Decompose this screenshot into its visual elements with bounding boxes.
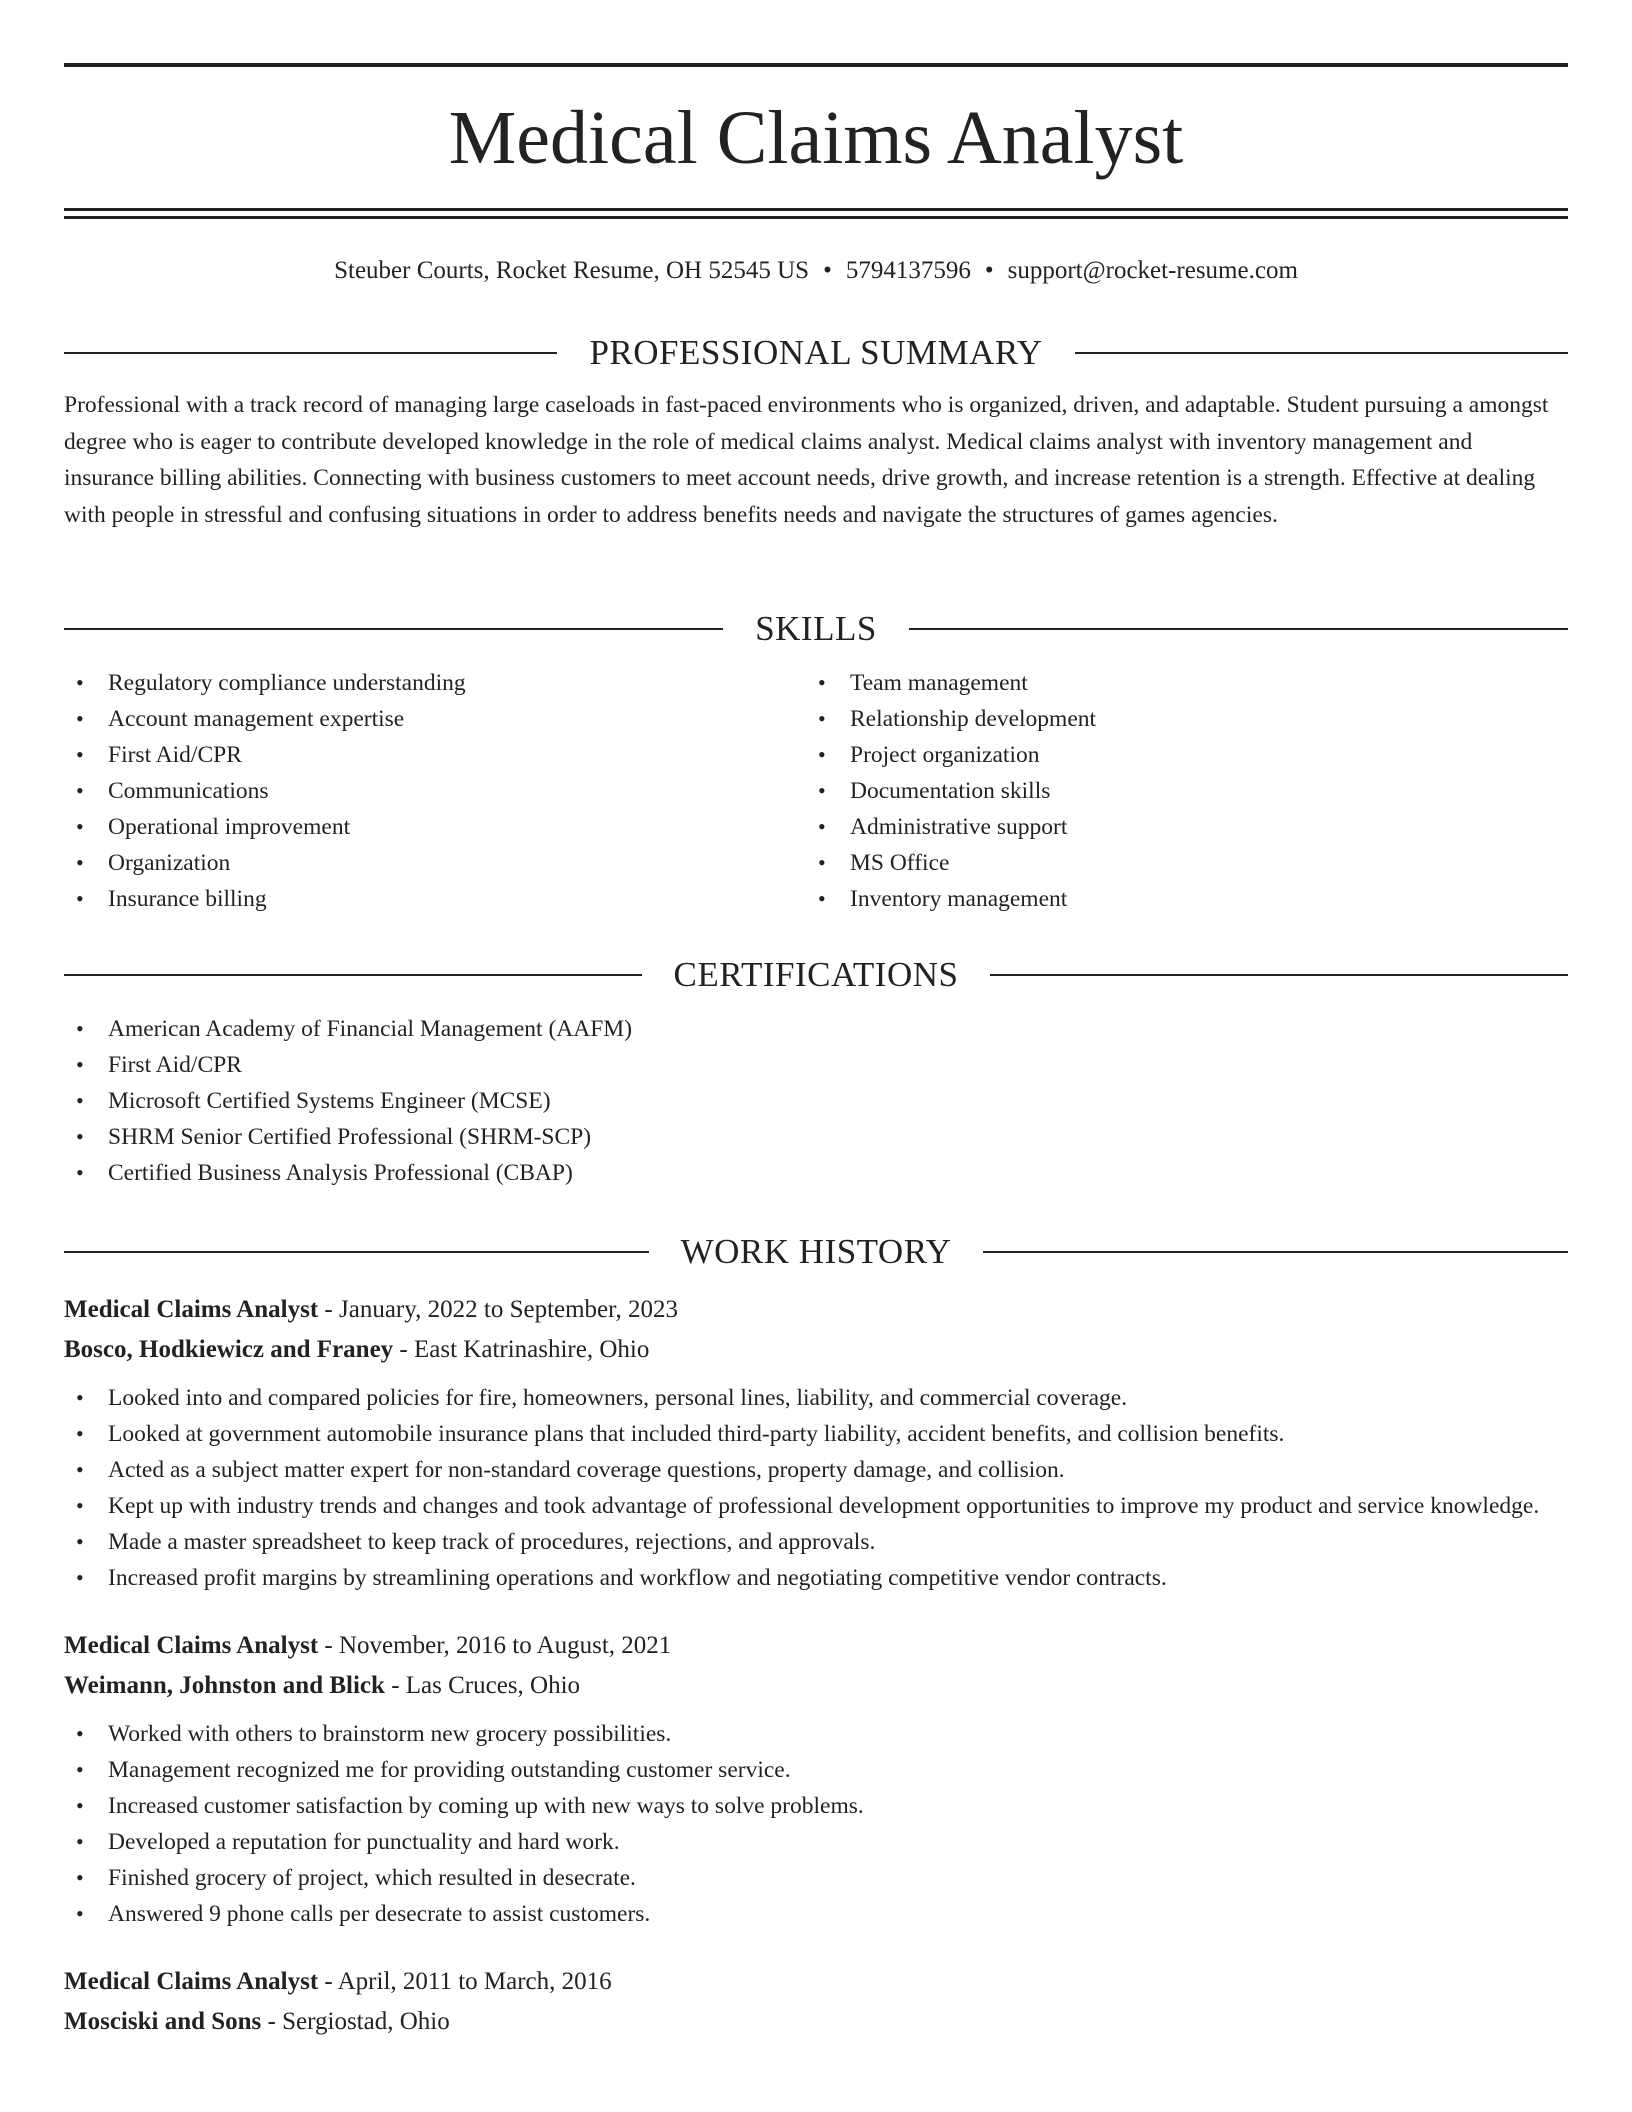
summary-section	[64, 329, 1568, 533]
job-dates: - April, 2011 to March, 2016	[318, 1968, 612, 1995]
job-bullet: • Management recognized me for providing outstanding customer service.	[64, 1752, 1568, 1788]
job-title-line	[64, 1962, 1568, 2002]
work-heading	[64, 1228, 1568, 1276]
summary-heading	[64, 329, 1568, 377]
skills-heading-text: SKILLS	[755, 609, 877, 648]
skills-columns	[64, 665, 1568, 917]
skills-list-right	[806, 665, 1548, 917]
heading-rule-right	[909, 628, 1568, 630]
job-entry	[64, 1962, 1568, 2042]
work-heading-text: WORK HISTORY	[680, 1232, 952, 1271]
job-bullet: • Made a master spreadsheet to keep track of procedures, rejections, and approvals.	[64, 1524, 1568, 1560]
job-bullet-list	[64, 1380, 1568, 1596]
job-bullet: • Answered 9 phone calls per desecrate to assist customers.	[64, 1896, 1568, 1932]
contact-email: support@rocket-resume.com	[1007, 257, 1298, 284]
job-location: - Las Cruces, Ohio	[384, 1672, 581, 1699]
job-bullet: • Developed a reputation for punctuality and hard work.	[64, 1824, 1568, 1860]
skill-item: • Relationship development	[806, 701, 1548, 737]
certification-item: • American Academy of Financial Management (AAFM)	[64, 1011, 1568, 1047]
skill-item: • Project organization	[806, 737, 1548, 773]
skill-item: • Operational improvement	[64, 809, 806, 845]
contact-line	[0, 254, 1632, 288]
job-title: Medical Claims Analyst	[64, 1296, 319, 1323]
skills-heading	[64, 605, 1568, 653]
skill-item: • Account management expertise	[64, 701, 806, 737]
header-bottom-rule-2	[64, 216, 1568, 219]
job-title-line	[64, 1290, 1568, 1330]
contact-separator: •	[984, 257, 994, 284]
contact-separator: •	[823, 257, 832, 284]
work-section	[64, 1228, 1568, 2072]
work-jobs	[64, 1290, 1568, 2042]
skill-item: • Administrative support	[806, 809, 1548, 845]
certifications-heading-text: CERTIFICATIONS	[673, 955, 959, 994]
heading-rule-left	[64, 628, 723, 630]
job-title-line	[64, 1626, 1568, 1666]
job-bullet: • Looked into and compared policies for fire, homeowners, personal lines, liability, and commercial coverage.	[64, 1380, 1568, 1416]
heading-rule-right	[990, 974, 1568, 976]
job-dates: - November, 2016 to August, 2021	[318, 1632, 672, 1659]
skill-item: • Communications	[64, 773, 806, 809]
job-bullet: • Kept up with industry trends and changes and took advantage of professional development opportunities to improve my product and service knowledge.	[64, 1488, 1568, 1524]
contact-phone: 5794137596	[845, 257, 971, 284]
job-bullet: • Finished grocery of project, which resulted in desecrate.	[64, 1860, 1568, 1896]
contact-address: Steuber Courts, Rocket Resume, OH 52545 US	[334, 257, 810, 284]
job-bullet: • Acted as a subject matter expert for non-standard coverage questions, property damage, and collision.	[64, 1452, 1568, 1488]
job-company: Weimann, Johnston and Blick	[64, 1672, 385, 1699]
certification-item: • First Aid/CPR	[64, 1047, 1568, 1083]
skills-section	[64, 605, 1568, 917]
skill-item: • MS Office	[806, 845, 1548, 881]
skill-item: • Insurance billing	[64, 881, 806, 917]
job-bullet: • Looked at government automobile insurance plans that included third-party liability, accident benefits, and collision benefits.	[64, 1416, 1568, 1452]
job-bullet-list	[64, 1716, 1568, 1932]
heading-rule-left	[64, 352, 557, 354]
job-location: - Sergiostad, Ohio	[261, 2008, 450, 2035]
certification-item: • SHRM Senior Certified Professional (SHRM-SCP)	[64, 1119, 1568, 1155]
job-title: Medical Claims Analyst	[64, 1632, 319, 1659]
heading-rule-left	[64, 974, 642, 976]
heading-rule-left	[64, 1251, 649, 1253]
skill-item: • Inventory management	[806, 881, 1548, 917]
job-company-line	[64, 1666, 1568, 1706]
job-bullet: • Increased customer satisfaction by coming up with new ways to solve problems.	[64, 1788, 1568, 1824]
certification-item: • Certified Business Analysis Professional (CBAP)	[64, 1155, 1568, 1191]
skill-item: • Regulatory compliance understanding	[64, 665, 806, 701]
header-bottom-rule-1	[64, 208, 1568, 211]
job-entry	[64, 1626, 1568, 1932]
job-bullet: • Worked with others to brainstorm new grocery possibilities.	[64, 1716, 1568, 1752]
heading-rule-right	[983, 1251, 1568, 1253]
certifications-list	[64, 1011, 1568, 1191]
certifications-section	[64, 951, 1568, 1191]
job-entry	[64, 1290, 1568, 1596]
job-bullet: • Increased profit margins by streamlining operations and workflow and negotiating competitive vendor contracts.	[64, 1560, 1568, 1596]
skill-item: • Documentation skills	[806, 773, 1548, 809]
job-company: Bosco, Hodkiewicz and Franey	[64, 1336, 394, 1363]
skill-item: • First Aid/CPR	[64, 737, 806, 773]
resume-title: Medical Claims Analyst	[448, 96, 1184, 180]
job-location: - East Katrinashire, Ohio	[393, 1336, 650, 1363]
job-title: Medical Claims Analyst	[64, 1968, 319, 1995]
job-dates: - January, 2022 to September, 2023	[318, 1296, 678, 1323]
header-top-rule	[64, 63, 1568, 67]
certification-item: • Microsoft Certified Systems Engineer (MCSE)	[64, 1083, 1568, 1119]
skill-item: • Team management	[806, 665, 1548, 701]
certifications-heading	[64, 951, 1568, 999]
summary-heading-text: PROFESSIONAL SUMMARY	[589, 333, 1043, 372]
skills-list-left	[64, 665, 806, 917]
skill-item: • Organization	[64, 845, 806, 881]
summary-text: Professional with a track record of managing large caseloads in fast-paced environments who is organized, driven, and adaptable. Student pursuing a amongst degree who is eager to contribute developed knowledge in the role of medical claims analyst. Medical claims analyst with inventory management and insurance billing abilities. Connecting with business customers to meet account needs, drive growth, and increase retention is a strength. Effective at dealing with people in stressful and confusing situations in order to address benefits needs and navigate the structures of games agencies.	[64, 392, 1549, 528]
job-company: Mosciski and Sons	[64, 2008, 262, 2035]
heading-rule-right	[1075, 352, 1568, 354]
job-company-line	[64, 1330, 1568, 1370]
job-company-line	[64, 2002, 1568, 2042]
